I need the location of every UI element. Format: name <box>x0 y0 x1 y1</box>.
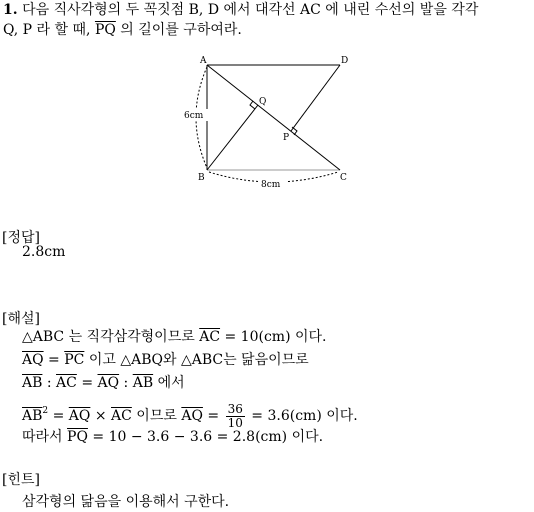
segment-pq: $\overline{PQ}$ <box>67 429 88 445</box>
label-p: P <box>283 133 290 143</box>
perpendicular-dp <box>291 65 340 131</box>
explanation-line-2 <box>22 351 309 369</box>
exponent: 2 <box>42 406 49 416</box>
rectangle-figure <box>180 52 360 194</box>
expl-text: △ABC 는 직각삼각형이므로 <box>22 329 195 345</box>
segment-ac: $\overline{AC}$ <box>199 329 221 345</box>
fraction-denominator: 10 <box>227 415 243 430</box>
right-angle-mark-p <box>292 127 297 135</box>
perpendicular-bq <box>207 105 258 170</box>
problem-text-2: Q, P 라 할 때, <box>3 22 91 38</box>
segment-aq: $\overline{AQ}$ <box>68 408 91 424</box>
problem-line-1 <box>3 1 478 19</box>
colon: : <box>123 375 129 391</box>
explanation-line-4 <box>22 397 358 430</box>
explanation-line-5 <box>22 428 323 446</box>
expl-text: = 10(cm) 이다. <box>224 329 327 345</box>
problem-line-2 <box>3 21 242 39</box>
fraction <box>226 403 245 430</box>
segment-aq: $\overline{AQ}$ <box>22 352 44 368</box>
expl-text: 이므로 <box>136 408 177 424</box>
segment-pc: $\overline{PC}$ <box>64 352 85 368</box>
label-b: B <box>198 173 205 183</box>
colon: : <box>46 375 52 391</box>
diagonal-ac <box>207 65 340 170</box>
answer-value: 2.8cm <box>22 244 66 260</box>
explanation-header: [해설] <box>2 311 40 327</box>
label-6cm: 6cm <box>184 111 204 121</box>
times: × <box>94 408 107 424</box>
segment-pq: $\overline{PQ}$ <box>94 22 116 38</box>
expl-text: 따라서 <box>22 429 63 445</box>
segment-ab: $\overline{AB}$ <box>22 408 43 424</box>
segment-aq: $\overline{AQ}$ <box>97 375 120 391</box>
hint-header: [힌트] <box>2 472 40 488</box>
segment-ab: $\overline{AB}$ <box>132 375 154 391</box>
expl-text: = 3.6(cm) 이다. <box>251 408 358 424</box>
segment-ac: $\overline{AC}$ <box>111 408 132 424</box>
expl-text: = 10 − 3.6 − 3.6 = 2.8(cm) 이다. <box>92 429 324 445</box>
answer-header: [정답] <box>2 230 40 246</box>
equals: = <box>207 408 220 424</box>
problem-text-1: 다음 직사각형의 두 꼭짓점 B, D 에서 대각선 AC 에 내린 수선의 발을 각각 <box>22 2 479 18</box>
segment-aq: $\overline{AQ}$ <box>181 408 203 424</box>
label-c: C <box>340 173 347 183</box>
label-8cm: 8cm <box>261 180 281 190</box>
explanation-line-1 <box>22 328 326 346</box>
problem-text-3: 의 길이를 구하여라. <box>120 22 242 38</box>
equals: = <box>52 408 65 424</box>
problem-number: 1. <box>3 2 18 18</box>
segment-ac: $\overline{AC}$ <box>56 375 77 391</box>
expl-text: 이고 △ABQ와 △ABC는 닮음이므로 <box>88 352 309 368</box>
fraction-numerator: 36 <box>227 401 243 416</box>
equals: = <box>48 352 60 368</box>
label-d: D <box>341 56 349 66</box>
hint-text: 삼각형의 닮음을 이용해서 구한다. <box>22 494 230 510</box>
explanation-line-3 <box>22 374 185 392</box>
label-q: Q <box>259 97 267 107</box>
label-a: A <box>200 56 207 66</box>
expl-text: 에서 <box>157 375 185 391</box>
equals: = <box>81 375 94 391</box>
segment-ab: $\overline{AB}$ <box>22 375 43 391</box>
